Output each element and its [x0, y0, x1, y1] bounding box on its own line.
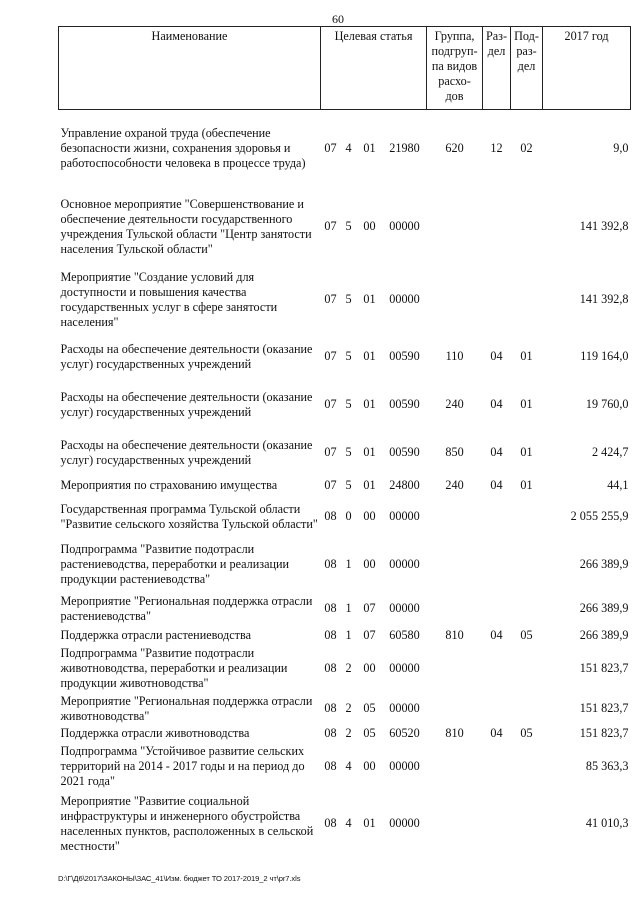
target-code-1: 08 — [324, 701, 337, 715]
section-code — [483, 187, 511, 267]
subsection-code: 01 — [520, 478, 533, 492]
expense-group: 240 — [445, 397, 464, 411]
target-code-3: 00 — [363, 557, 376, 571]
table-row — [59, 477, 631, 495]
header-subsection: Под- раз- дел — [511, 27, 543, 110]
target-code-2: 5 — [345, 478, 352, 492]
subsection-code — [511, 743, 543, 791]
target-code-4: 00590 — [389, 397, 420, 411]
section-code — [483, 495, 511, 539]
expense-group: 810 — [445, 628, 464, 642]
expense-group: 110 — [445, 349, 464, 363]
target-code-2: 4 — [345, 816, 352, 830]
target-code-1: 08 — [324, 759, 337, 773]
subsection-code — [511, 495, 543, 539]
target-code-1: 07 — [324, 219, 337, 233]
target-code-3: 01 — [363, 816, 376, 830]
table-row — [59, 693, 631, 725]
target-code-2: 4 — [345, 759, 352, 773]
target-code-2: 4 — [345, 140, 352, 155]
target-code-4: 00000 — [389, 759, 420, 773]
row-name: Государственная программа Тульской области "Развитие сельского хозяйства Тульской области" — [60, 501, 318, 531]
amount-2017: 85 363,3 — [585, 759, 629, 773]
expense-group — [427, 693, 483, 725]
row-name: Мероприятие "Развитие социальной инфраструктуры и инженерного обустройства населенных пунктов, расположенных в сельской местности" — [60, 793, 314, 853]
target-code-3: 00 — [363, 219, 376, 233]
section-code: 04 — [490, 445, 503, 459]
row-name: Подпрограмма "Развитие подотрасли растениеводства, переработки и реализации продукции растениеводства" — [60, 542, 290, 586]
row-name: Расходы на обеспечение деятельности (оказание услуг) государственных учреждений — [60, 389, 313, 419]
target-code-3: 01 — [363, 292, 376, 306]
subsection-code — [511, 267, 543, 333]
expense-group — [427, 743, 483, 791]
target-code-1: 08 — [324, 557, 337, 571]
header-year: 2017 год — [543, 27, 631, 110]
subsection-code — [511, 539, 543, 591]
subsection-code — [511, 645, 543, 693]
row-name: Мероприятие "Региональная поддержка отрасли животноводства" — [60, 693, 313, 723]
expense-group: 620 — [445, 140, 464, 155]
amount-2017: 44,1 — [607, 478, 629, 492]
subsection-code — [511, 591, 543, 627]
section-code — [483, 591, 511, 627]
target-code-4: 60580 — [389, 628, 420, 642]
target-code-1: 08 — [324, 628, 337, 642]
target-code-1: 07 — [324, 397, 337, 411]
target-code-2: 5 — [345, 397, 352, 411]
target-code-4: 00000 — [389, 701, 420, 715]
header-section: Раз- дел — [483, 27, 511, 110]
target-code-3: 07 — [363, 628, 376, 642]
amount-2017: 151 823,7 — [579, 726, 629, 740]
section-code — [483, 743, 511, 791]
section-code — [483, 539, 511, 591]
table-row — [59, 539, 631, 591]
target-code-2: 5 — [345, 292, 352, 306]
subsection-code: 05 — [520, 628, 533, 642]
header-group: Группа, подгруп- па видов расхо- дов — [427, 27, 483, 110]
table-row — [59, 267, 631, 333]
table-row — [59, 791, 631, 857]
target-code-1: 08 — [324, 726, 337, 740]
subsection-code: 05 — [520, 726, 533, 740]
amount-2017: 141 392,8 — [579, 219, 629, 233]
subsection-code: 01 — [520, 445, 533, 459]
target-code-3: 01 — [363, 397, 376, 411]
section-code: 04 — [490, 628, 503, 642]
target-code-1: 08 — [324, 509, 337, 523]
expense-group — [427, 591, 483, 627]
target-code-4: 00000 — [389, 601, 420, 615]
target-code-1: 07 — [324, 445, 337, 459]
table-row — [59, 110, 631, 187]
target-code-1: 08 — [324, 816, 337, 830]
target-code-3: 01 — [363, 349, 376, 363]
target-code-4: 00000 — [389, 557, 420, 571]
row-name: Основное мероприятие "Совершенствование и обеспечение деятельности государственного учреждения Тульской области "Центр занятости населения Тульской области" — [60, 196, 312, 256]
amount-2017: 151 823,7 — [579, 701, 629, 715]
table-row — [59, 591, 631, 627]
expense-group — [427, 791, 483, 857]
section-code — [483, 693, 511, 725]
target-code-3: 05 — [363, 726, 376, 740]
target-code-3: 00 — [363, 509, 376, 523]
target-code-2: 2 — [345, 701, 352, 715]
row-name: Расходы на обеспечение деятельности (оказание услуг) государственных учреждений — [60, 437, 313, 467]
target-code-4: 00000 — [389, 661, 420, 675]
target-code-4: 00000 — [389, 219, 420, 233]
section-code: 04 — [490, 726, 503, 740]
target-code-4: 00590 — [389, 445, 420, 459]
target-code-3: 00 — [363, 661, 376, 675]
row-name: Мероприятие "Создание условий для доступности и повышения качества государственных услуг в сфере занятости населения" — [60, 269, 278, 329]
table-row — [59, 495, 631, 539]
expense-group — [427, 187, 483, 267]
subsection-code — [511, 187, 543, 267]
row-name: Поддержка отрасли растениеводства — [60, 628, 251, 642]
section-code: 04 — [490, 478, 503, 492]
table-row — [59, 429, 631, 477]
section-code — [483, 645, 511, 693]
target-code-2: 2 — [345, 661, 352, 675]
row-name: Управление охраной труда (обеспечение безопасности жизни, сохранения здоровья и работоспособности человека в процессе труда) — [60, 125, 306, 170]
amount-2017: 41 010,3 — [585, 816, 629, 830]
target-code-1: 07 — [324, 478, 337, 492]
target-code-3: 01 — [363, 445, 376, 459]
amount-2017: 151 823,7 — [579, 661, 629, 675]
target-code-4: 21980 — [389, 140, 420, 155]
expense-group — [427, 267, 483, 333]
target-code-3: 05 — [363, 701, 376, 715]
table-row — [59, 627, 631, 645]
row-name: Мероприятие "Региональная поддержка отрасли растениеводства" — [60, 593, 313, 623]
target-code-4: 24800 — [389, 478, 420, 492]
expense-group: 810 — [445, 726, 464, 740]
subsection-code — [511, 693, 543, 725]
table-row — [59, 381, 631, 429]
expense-group — [427, 539, 483, 591]
target-code-2: 5 — [345, 219, 352, 233]
target-code-2: 1 — [345, 628, 352, 642]
row-name: Подпрограмма "Устойчивое развитие сельских территорий на 2014 - 2017 годы и на период до 2021 года" — [60, 744, 305, 788]
row-name: Мероприятия по страхованию имущества — [60, 478, 278, 492]
amount-2017: 266 389,9 — [579, 601, 629, 615]
row-name: Расходы на обеспечение деятельности (оказание услуг) государственных учреждений — [60, 341, 313, 371]
table-row — [59, 725, 631, 743]
section-code: 04 — [490, 349, 503, 363]
amount-2017: 266 389,9 — [579, 628, 629, 642]
budget-table — [58, 26, 631, 857]
row-name: Поддержка отрасли животноводства — [60, 726, 250, 740]
expense-group — [427, 495, 483, 539]
amount-2017: 9,0 — [613, 140, 629, 155]
target-code-2: 5 — [345, 445, 352, 459]
subsection-code — [511, 791, 543, 857]
amount-2017: 266 389,9 — [579, 557, 629, 571]
header-name: Наименование — [59, 27, 321, 110]
amount-2017: 141 392,8 — [579, 292, 629, 306]
target-code-2: 2 — [345, 726, 352, 740]
row-name: Подпрограмма "Развитие подотрасли животноводства, переработки и реализации продукции животноводства" — [60, 646, 288, 690]
table-row — [59, 645, 631, 693]
target-code-2: 5 — [345, 349, 352, 363]
table-header-row — [59, 27, 631, 110]
subsection-code: 01 — [520, 349, 533, 363]
target-code-4: 00000 — [389, 292, 420, 306]
target-code-1: 07 — [324, 140, 337, 155]
amount-2017: 119 164,0 — [580, 349, 629, 363]
amount-2017: 2 055 255,9 — [570, 509, 629, 523]
target-code-2: 1 — [345, 557, 352, 571]
section-code: 04 — [490, 397, 503, 411]
file-path-footer: D:\Г\Д6\2017\ЗАКОНЫ\ЗАС_41\Изм. бюджет ТО 2017-2019_2 чт\pr7.xls — [58, 874, 301, 883]
header-target: Целевая статья — [321, 27, 427, 110]
subsection-code: 01 — [520, 397, 533, 411]
page-number: 60 — [332, 12, 344, 26]
target-code-1: 08 — [324, 661, 337, 675]
target-code-4: 00000 — [389, 816, 420, 830]
table-row — [59, 187, 631, 267]
target-code-4: 00000 — [389, 509, 420, 523]
amount-2017: 2 424,7 — [591, 445, 629, 459]
target-code-2: 1 — [345, 601, 352, 615]
table-row — [59, 743, 631, 791]
table-row — [59, 333, 631, 381]
target-code-1: 07 — [324, 349, 337, 363]
expense-group: 240 — [445, 478, 464, 492]
target-code-1: 07 — [324, 292, 337, 306]
section-code: 12 — [490, 140, 503, 155]
section-code — [483, 791, 511, 857]
target-code-4: 60520 — [389, 726, 420, 740]
section-code — [483, 267, 511, 333]
subsection-code: 02 — [520, 140, 533, 155]
target-code-3: 01 — [363, 478, 376, 492]
target-code-3: 01 — [363, 140, 376, 155]
target-code-3: 07 — [363, 601, 376, 615]
target-code-3: 00 — [363, 759, 376, 773]
expense-group: 850 — [445, 445, 464, 459]
target-code-4: 00590 — [389, 349, 420, 363]
amount-2017: 19 760,0 — [585, 397, 629, 411]
target-code-2: 0 — [345, 509, 352, 523]
target-code-1: 08 — [324, 601, 337, 615]
expense-group — [427, 645, 483, 693]
